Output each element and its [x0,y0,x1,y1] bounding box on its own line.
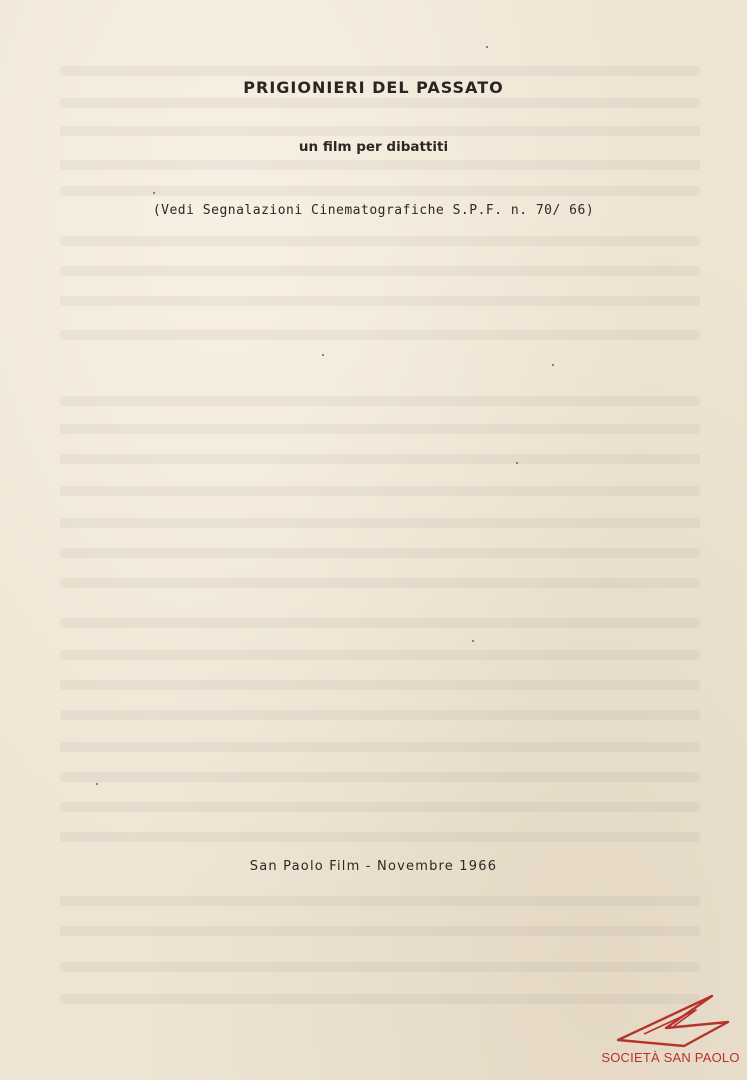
document-title: PRIGIONIERI DEL PASSATO [243,78,504,97]
show-through-line [60,926,700,936]
show-through-line [60,618,700,628]
show-through-line [60,98,700,108]
reference-note: (Vedi Segnalazioni Cinematografiche S.P.F. n. 70/ 66) [152,203,595,218]
show-through-line [60,742,700,752]
show-through-line [60,802,700,812]
show-through-line [60,424,700,434]
show-through-line [60,396,700,406]
document-subtitle: un film per dibattiti [298,139,449,155]
show-through-line [60,486,700,496]
show-through-line [60,518,700,528]
show-through-line [60,296,700,306]
show-through-line [60,896,700,906]
paper-speck [322,354,324,356]
show-through-line [60,266,700,276]
show-through-line [60,772,700,782]
show-through-line [60,832,700,842]
show-through-line [60,126,700,136]
paper-speck [96,783,98,785]
show-through-line [60,454,700,464]
show-through-line [60,710,700,720]
show-through-line [60,236,700,246]
publisher-footer: San Paolo Film - Novembre 1966 [249,859,498,874]
show-through-line [60,330,700,340]
logo-text: SOCIETÀ SAN PAOLO [601,1050,740,1065]
show-through-line [60,66,700,76]
paper-speck [153,192,155,194]
show-through-line [60,548,700,558]
show-through-line [60,578,700,588]
show-through-line [60,186,700,196]
show-through-line [60,160,700,170]
show-through-line [60,680,700,690]
paper-speck [516,462,518,464]
paper-speck [486,46,488,48]
paper-speck [472,640,474,642]
paper-speck [552,364,554,366]
show-through-line [60,650,700,660]
show-through-line [60,962,700,972]
